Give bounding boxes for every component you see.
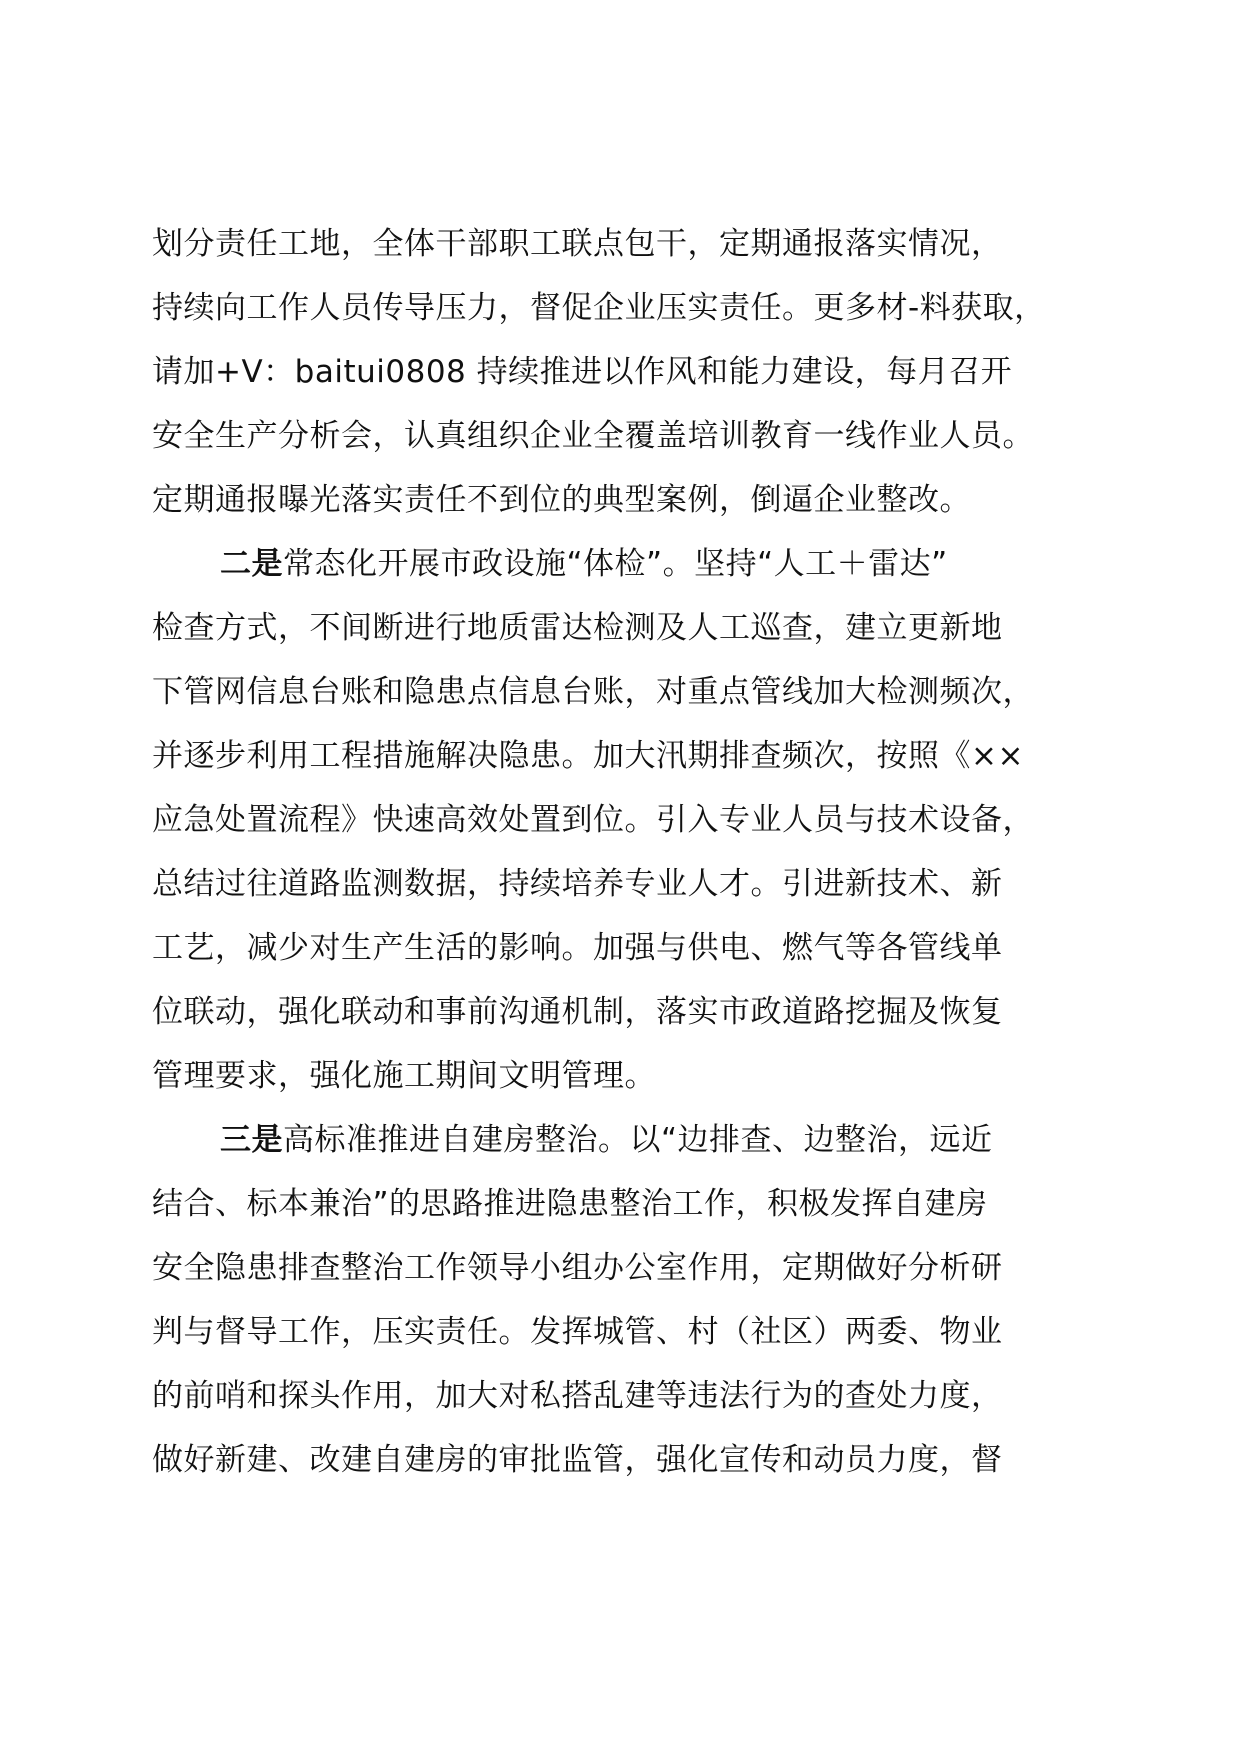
paragraph-1	[152, 212, 1112, 532]
text-line: 总结过往道路监测数据，持续培养专业人才。引进新技术、新	[152, 866, 1003, 902]
text-line: 并逐步利用工程措施解决隐患。加大汛期排查频次，按照《××	[152, 738, 1024, 774]
text-line: 下管网信息台账和隐患点信息台账，对重点管线加大检测频次，	[152, 674, 1034, 710]
text-line: 高标准推进自建房整治。以“边排查、边整治，远近	[283, 1122, 993, 1158]
text-line: 持续向工作人员传导压力，督促企业压实责任。更多材-料获取，	[152, 290, 1046, 326]
text-line: 位联动，强化联动和事前沟通机制，落实市政道路挖掘及恢复	[152, 994, 1003, 1030]
text-line: 安全隐患排查整治工作领导小组办公室作用，定期做好分析研	[152, 1250, 1003, 1286]
text-line: 管理要求，强化施工期间文明管理。	[152, 1058, 656, 1094]
paragraph-lead: 三是	[220, 1122, 283, 1158]
text-line: 划分责任工地，全体干部职工联点包干，定期通报落实情况，	[152, 226, 1003, 262]
text-line: 请加+V：baitui0808 持续推进以作风和能力建设，每月召开	[152, 354, 1013, 390]
text-line: 定期通报曝光落实责任不到位的典型案例，倒逼企业整改。	[152, 482, 971, 518]
paragraph-3	[152, 1108, 1112, 1492]
text-line: 工艺，减少对生产生活的影响。加强与供电、燃气等各管线单	[152, 930, 1003, 966]
document-body	[152, 212, 1112, 1492]
text-line: 应急处置流程》快速高效处置到位。引入专业人员与技术设备，	[152, 802, 1034, 838]
text-line: 做好新建、改建自建房的审批监管，强化宣传和动员力度，督	[152, 1442, 1003, 1478]
paragraph-lead: 二是	[220, 546, 283, 582]
text-line: 安全生产分析会，认真组织企业全覆盖培训教育一线作业人员。	[152, 418, 1034, 454]
paragraph-2	[152, 532, 1112, 1108]
text-line: 常态化开展市政设施“体检”。坚持“人工＋雷达”	[283, 546, 948, 582]
text-line: 结合、标本兼治”的思路推进隐患整治工作，积极发挥自建房	[152, 1186, 988, 1222]
text-line: 的前哨和探头作用，加大对私搭乱建等违法行为的查处力度，	[152, 1378, 1003, 1414]
text-line: 判与督导工作，压实责任。发挥城管、村（社区）两委、物业	[152, 1314, 1003, 1350]
text-line: 检查方式，不间断进行地质雷达检测及人工巡查，建立更新地	[152, 610, 1003, 646]
paragraph-first-line	[152, 1108, 1112, 1172]
paragraph-first-line	[152, 532, 1112, 596]
